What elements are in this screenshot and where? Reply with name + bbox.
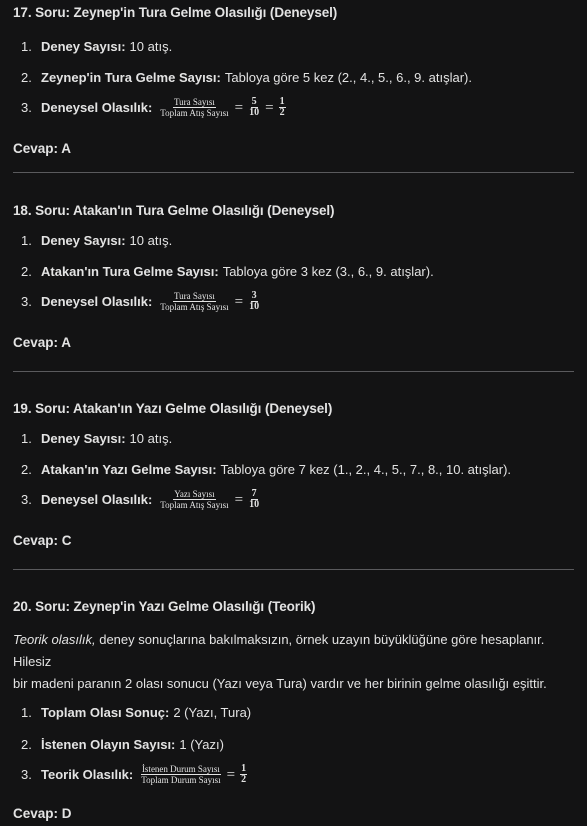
question-title: 18. Soru: Atakan'ın Tura Gelme Olasılığı (Deneysel): [13, 203, 335, 218]
fraction-formula: $\frac{\text{İstenen Durum Sayısı}}{\text{Toplam Durum Sayısı}}$: [141, 764, 221, 785]
equals-sign: =: [226, 766, 236, 783]
fraction-value: $\frac{3}{10}$: [249, 290, 260, 312]
step-number: 1.: [21, 705, 32, 720]
question-17: [13, 4, 574, 158]
question-title: 20. Soru: Zeynep'in Yazı Gelme Olasılığı (Teorik): [13, 599, 316, 614]
fraction-simplified: $\frac{1}{2}$: [279, 96, 285, 118]
intro-line-2: bir madeni paranın 2 olası sonucu (Yazı veya Tura) vardır ve her birinin gelme olasılığı eşittir.: [13, 676, 547, 691]
fraction-formula: $\frac{\text{Tura Sayısı}}{\text{Toplam Atış Sayısı}}$: [160, 291, 229, 312]
step-label: Toplam Olası Sonuç:: [41, 705, 170, 720]
fraction-formula: $\frac{\text{Yazı Sayısı}}{\text{Toplam Atış Sayısı}}$: [160, 489, 229, 510]
step-label: Teorik Olasılık:: [41, 766, 134, 782]
equals-sign: =: [234, 99, 244, 116]
step-label: Deneysel Olasılık:: [41, 491, 153, 507]
step-label: Deneysel Olasılık:: [41, 293, 153, 309]
step-number: 3.: [21, 491, 32, 507]
step-2: [21, 461, 574, 479]
intro-paragraph: [13, 629, 574, 695]
divider: [13, 371, 574, 372]
equals-sign: =: [234, 293, 244, 310]
step-number: 2.: [21, 462, 32, 477]
step-number: 2.: [21, 737, 32, 752]
fraction-value: $\frac{7}{10}$: [249, 488, 260, 510]
intro-line-1: deney sonuçlarına bakılmaksızın, örnek uzayın büyüklüğüne göre hesaplanır. Hilesiz: [13, 632, 545, 669]
step-text: Tabloya göre 3 kez (3., 6., 9. atışlar).: [222, 264, 434, 279]
step-text: 10 atış.: [129, 431, 173, 446]
step-2: [21, 736, 574, 754]
step-text: 10 atış.: [129, 233, 173, 248]
step-number: 1.: [21, 431, 32, 446]
step-label: Zeynep'in Tura Gelme Sayısı:: [41, 70, 221, 85]
step-label: Atakan'ın Yazı Gelme Sayısı:: [41, 462, 217, 477]
step-text: Tabloya göre 5 kez (2., 4., 5., 6., 9. atışlar).: [224, 70, 472, 85]
fraction-value: $\frac{5}{10}$: [249, 96, 260, 118]
step-label: Deneysel Olasılık:: [41, 99, 153, 115]
equals-sign: =: [265, 99, 274, 116]
step-number: 1.: [21, 39, 32, 54]
step-1: [21, 38, 574, 56]
answer: Cevap: A: [13, 141, 72, 156]
step-3: [21, 489, 574, 510]
step-3: [21, 291, 574, 312]
question-18: [13, 202, 574, 352]
step-3: [21, 764, 574, 785]
fraction-value: $\frac{1}{2}$: [241, 763, 247, 785]
step-text: 1 (Yazı): [179, 737, 224, 752]
step-label: Deney Sayısı:: [41, 39, 126, 54]
step-number: 2.: [21, 70, 32, 85]
step-text: 2 (Yazı, Tura): [173, 705, 252, 720]
step-number: 3.: [21, 293, 32, 309]
step-3: [21, 97, 574, 118]
question-20: [13, 598, 574, 823]
step-number: 1.: [21, 233, 32, 248]
step-number: 3.: [21, 766, 32, 782]
step-1: [21, 430, 574, 448]
step-2: [21, 69, 574, 87]
equals-sign: =: [234, 491, 244, 508]
step-2: [21, 263, 574, 281]
answer: Cevap: D: [13, 806, 72, 821]
step-text: Tabloya göre 7 kez (1., 2., 4., 5., 7., 8., 10. atışlar).: [220, 462, 512, 477]
step-label: Deney Sayısı:: [41, 233, 126, 248]
step-label: Atakan'ın Tura Gelme Sayısı:: [41, 264, 219, 279]
divider: [13, 569, 574, 570]
question-19: [13, 400, 574, 550]
step-number: 2.: [21, 264, 32, 279]
step-number: 3.: [21, 99, 32, 115]
answer: Cevap: A: [13, 335, 72, 350]
answer: Cevap: C: [13, 533, 72, 548]
step-1: [21, 704, 574, 722]
intro-italic: Teorik olasılık,: [13, 632, 96, 647]
fraction-formula: $\frac{\text{Tura Sayısı}}{\text{Toplam Atış Sayısı}}$: [160, 97, 229, 118]
step-text: 10 atış.: [129, 39, 173, 54]
question-title: 19. Soru: Atakan'ın Yazı Gelme Olasılığı (Deneysel): [13, 401, 333, 416]
step-label: İstenen Olayın Sayısı:: [41, 737, 176, 752]
step-label: Deney Sayısı:: [41, 431, 126, 446]
step-1: [21, 232, 574, 250]
divider: [13, 172, 574, 173]
question-title: 17. Soru: Zeynep'in Tura Gelme Olasılığı (Deneysel): [13, 5, 338, 20]
